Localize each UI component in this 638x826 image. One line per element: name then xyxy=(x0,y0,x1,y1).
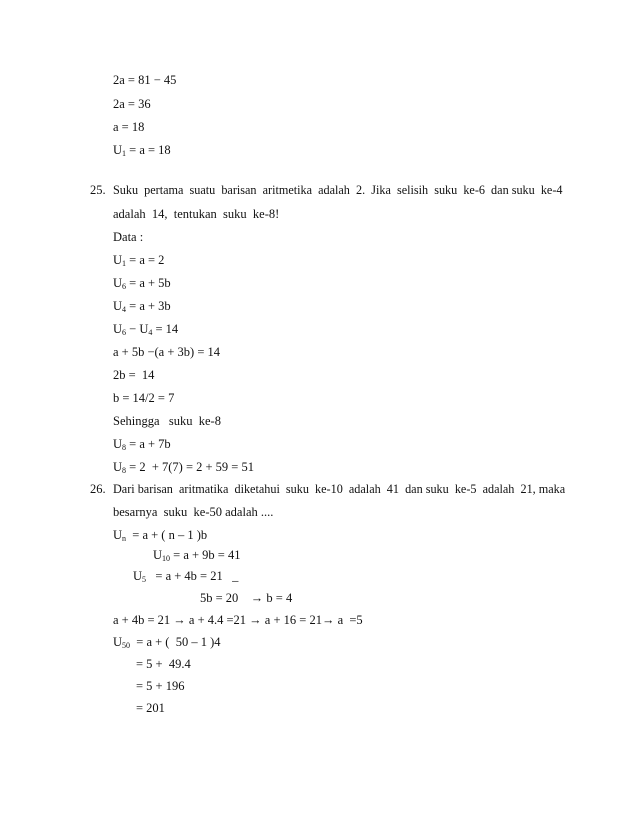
equation-line: = 5 + 196 xyxy=(136,679,185,693)
equation-line: a + 5b −(a + 3b) = 14 xyxy=(113,345,220,359)
equation-line: $U_6 - U_4 = 14$ xyxy=(113,322,179,337)
equation-line: $U_{10} = a + 9b = 41$ xyxy=(153,548,241,563)
question-text: Suku pertama suatu barisan aritmetika adalah 2. Jika selisih suku ke-6 dan suku ke-4 xyxy=(113,183,563,197)
question-number: 25. xyxy=(90,183,106,197)
equation-line: a = 18 xyxy=(113,120,145,134)
equation-line: 2b = 14 xyxy=(113,368,155,382)
equation-line: $U_4 = a + 3b$ xyxy=(113,299,171,314)
question-text: besarnya suku ke-50 adalah .... xyxy=(113,505,274,519)
data-label: Data : xyxy=(113,230,144,244)
equation-line: b = 14/2 = 7 xyxy=(113,391,175,405)
equation-line: 2a = 81 − 45 xyxy=(113,73,177,87)
equation-line: = 5 + 49.4 xyxy=(136,657,191,671)
equation-line: $U_5 = a + 4b = 21$ _ xyxy=(133,569,239,584)
question-text: Dari barisan aritmatika diketahui suku ke-10 adalah 41 dan suku ke-5 adalah 21, maka xyxy=(113,482,566,496)
equation-line: a + 4b = 21 → a + 4.4 =21 → a + 16 = 21→ a =5 xyxy=(113,613,363,627)
equation-line: $U_8 = 2 + 7(7) = 2 + 59 = 51$ xyxy=(113,460,254,475)
question-number: 26. xyxy=(90,482,106,496)
equation-line: 2a = 36 xyxy=(113,97,151,111)
question-text: adalah 14, tentukan suku ke-8! xyxy=(113,207,280,221)
equation-line: $U_1 = a = 18$ xyxy=(113,143,171,158)
equation-line: $U_{50} = a$ + ( 50 – 1 )4 xyxy=(113,635,221,650)
equation-line: $U_1 = a = 2$ xyxy=(113,253,165,268)
equation-line: $U_6 = a + 5b$ xyxy=(113,276,171,291)
equation-line: 5b = 20 → b = 4 xyxy=(200,591,293,605)
equation-line: Sehingga suku ke-8 xyxy=(113,414,221,428)
equation-line: $U_n = a$ + ( n – 1 )b xyxy=(113,528,208,543)
equation-line: $U_8 = a + 7b$ xyxy=(113,437,171,452)
equation-line: = 201 xyxy=(136,701,165,715)
